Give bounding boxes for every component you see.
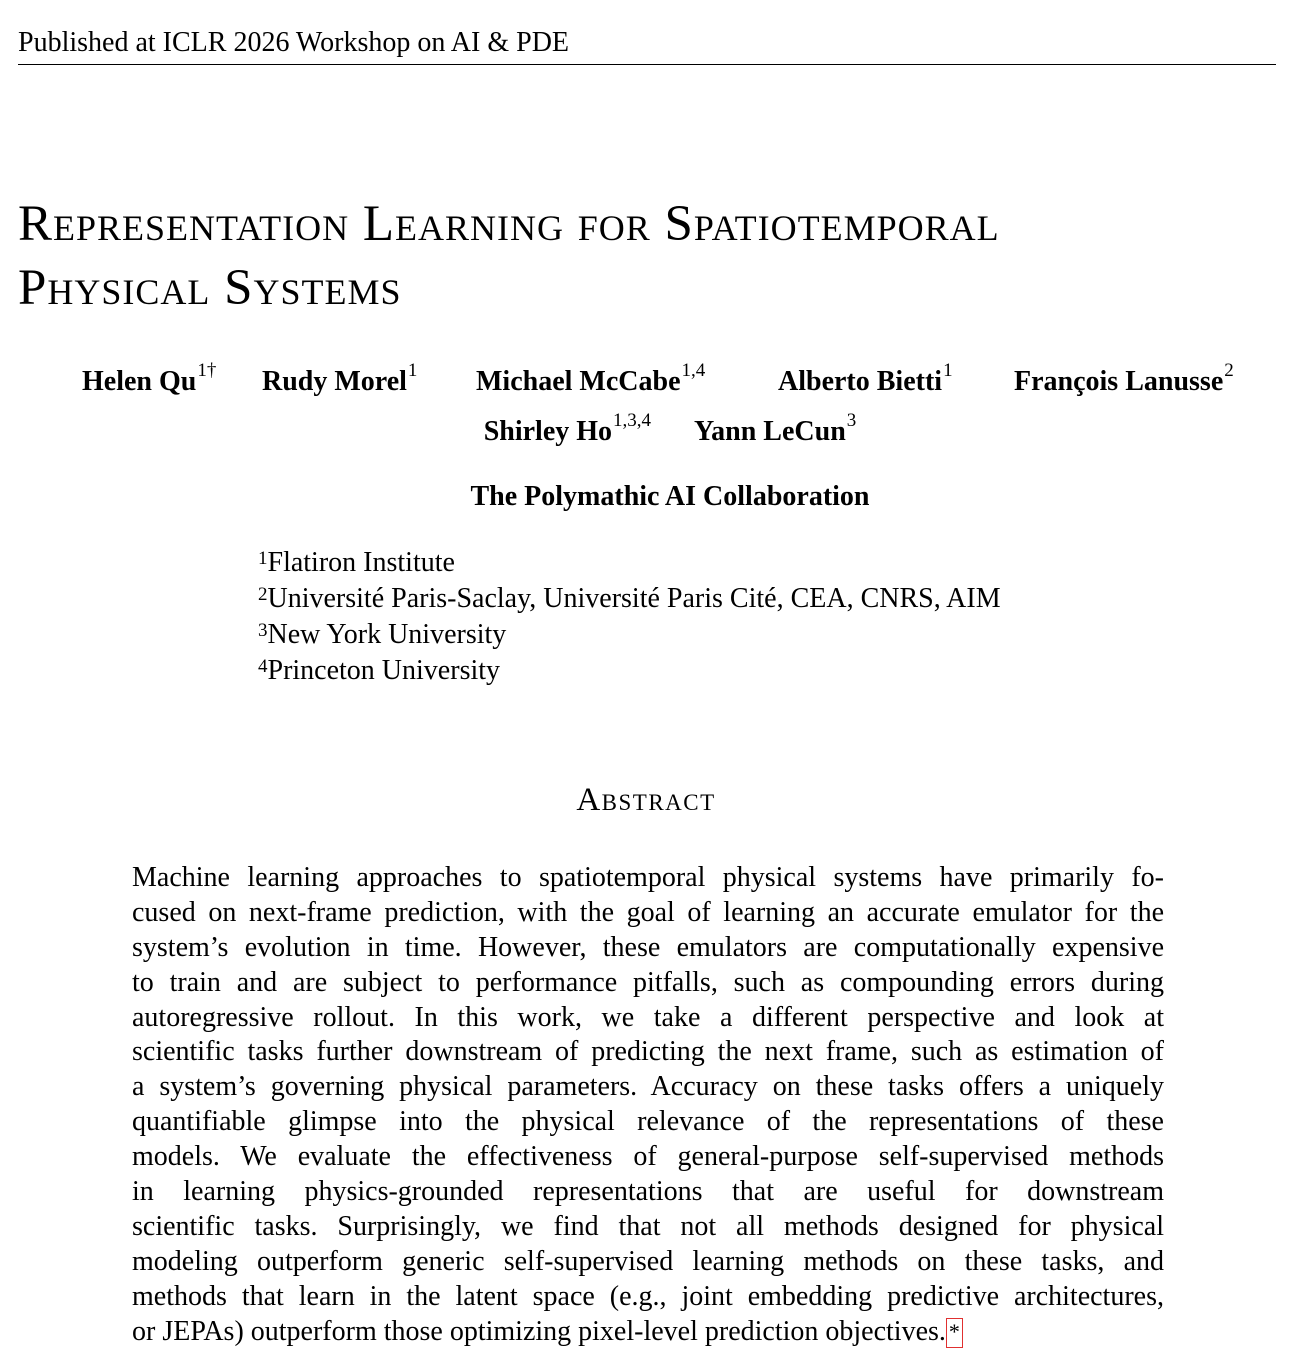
running-header: Published at ICLR 2026 Workshop on AI & PDE — [18, 26, 1276, 65]
author — [694, 410, 857, 448]
affiliation — [258, 653, 1001, 689]
author-name: François Lanusse — [1014, 366, 1224, 397]
affiliation-name: Université Paris-Saclay, Université Paris Cité, CEA, CNRS, AIM — [267, 583, 1001, 614]
abstract-line: autoregressive rollout. In this work, we take a different perspective and look at — [132, 1001, 1164, 1033]
abstract-line: system’s evolution in time. However, these emulators are computationally expensive — [132, 931, 1164, 963]
author — [476, 360, 706, 398]
abstract-line: cused on next-frame prediction, with the goal of learning an accurate emulator for the — [132, 896, 1164, 928]
author-affiliation-mark: 1† — [197, 360, 217, 381]
abstract-line: scientific tasks. Surprisingly, we find that not all methods designed for physical — [132, 1210, 1164, 1242]
footnote-link[interactable]: * — [946, 1318, 963, 1348]
abstract-line: scientific tasks further downstream of predicting the next frame, such as estimation of — [132, 1036, 1164, 1068]
abstract-heading: Abstract — [576, 782, 716, 818]
affiliation-name: New York University — [267, 619, 507, 650]
author — [1014, 360, 1234, 398]
affiliation-number: 2 — [258, 584, 268, 605]
author-name: Michael McCabe — [476, 366, 681, 397]
author-affiliation-mark: 2 — [1224, 360, 1234, 381]
abstract-line-text: or JEPAs) outperform those optimizing pixel-level prediction objectives. — [132, 1315, 946, 1347]
abstract-line: to train and are subject to performance pitfalls, such as compounding errors during — [132, 966, 1164, 998]
affiliation — [258, 581, 1001, 617]
abstract-line: methods that learn in the latent space (e.g., joint embedding predictive architectures, — [132, 1280, 1164, 1312]
author — [262, 360, 418, 398]
abstract-line: in learning physics-grounded representations that are useful for downstream — [132, 1176, 1164, 1208]
author — [82, 360, 217, 398]
paper-title — [18, 192, 1288, 320]
abstract-line: quantifiable glimpse into the physical relevance of the representations of these — [132, 1106, 1164, 1138]
author — [778, 360, 953, 398]
abstract-last-line — [132, 1315, 1164, 1350]
affiliation-name: Princeton University — [267, 655, 501, 686]
affiliation — [258, 545, 1001, 581]
affiliation-list — [258, 545, 1001, 689]
affiliation-number: 4 — [258, 656, 268, 677]
abstract-line: Machine learning approaches to spatiotemporal physical systems have primarily fo- — [132, 862, 1164, 893]
author-affiliation-mark: 1,3,4 — [613, 410, 652, 431]
abstract-line: models. We evaluate the effectiveness of general-purpose self-supervised methods — [132, 1141, 1164, 1173]
affiliation — [258, 617, 1001, 653]
abstract-line: modeling outperform generic self-supervised learning methods on these tasks, and — [132, 1245, 1164, 1277]
author-name: Rudy Morel — [262, 366, 407, 397]
author — [483, 410, 652, 448]
paper-title-line-1: Representation Learning for Spatiotemporal — [18, 196, 1000, 252]
author-name: Yann LeCun — [694, 416, 846, 447]
author-list-row-2 — [0, 410, 1292, 448]
author-affiliation-mark: 3 — [846, 410, 857, 431]
paper-title-line-2: Physical Systems — [18, 260, 402, 316]
affiliation-name: Flatiron Institute — [267, 547, 455, 578]
author-affiliation-mark: 1 — [407, 360, 418, 381]
collaboration-name: The Polymathic AI Collaboration — [470, 481, 870, 512]
abstract-line: a system’s governing physical parameters. Accuracy on these tasks offers a uniquely — [132, 1071, 1164, 1103]
affiliation-number: 1 — [258, 548, 268, 569]
abstract-body — [132, 861, 1164, 1349]
author-name: Shirley Ho — [483, 416, 613, 447]
author-name: Alberto Bietti — [778, 366, 943, 397]
author-name: Helen Qu — [82, 366, 197, 397]
author-affiliation-mark: 1 — [943, 360, 953, 381]
author-affiliation-mark: 1,4 — [681, 360, 706, 381]
affiliation-number: 3 — [258, 620, 268, 641]
